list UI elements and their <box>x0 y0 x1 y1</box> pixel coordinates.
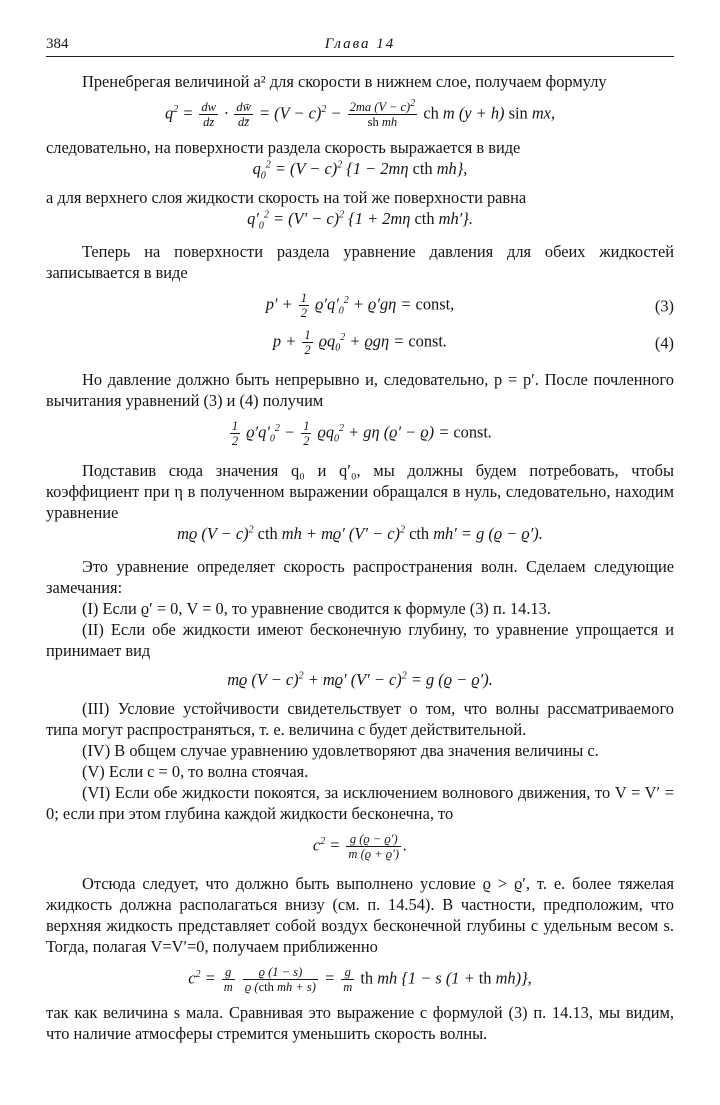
paragraph: а для верхнего слоя жидкости скорость на той же поверхности равна <box>46 188 527 207</box>
page-body <box>46 71 674 1044</box>
page-header <box>46 34 674 54</box>
paragraph: (VI) Если обе жидкости покоятся, за исключением волнового движения, то V = V′ = 0; если при этом глубина каждой жидкости бесконечна, то <box>46 783 674 823</box>
equation-difference: $\frac{1}{2}$ $ϱ'q'_0^2$ − $\frac{1}{2}$ $ϱq_0^2 + g\eta$ (ϱ′ − ϱ) = const. <box>231 419 493 448</box>
equation-4: p + $\frac{1}{2}$ $ϱq_0^2 + ϱg\eta$ = const. (4) <box>272 328 674 357</box>
chapter-title: Глава 14 <box>324 36 396 52</box>
paragraph: (III) Условие устойчивости свидетельствует о том, что волны рассматриваемого типа могут распространяться, т. е. величина c будет действительной. <box>46 699 674 739</box>
paragraph: так как величина s мала. Сравнивая это выражение с формулой (3) п. 14.13, мы видим, что наличие атмосферы стремится уменьшить скорость волны. <box>46 1003 674 1043</box>
paragraph: (V) Если c = 0, то волна стоячая. <box>82 762 309 781</box>
equation-3: p′ + $\frac{1}{2}$ $ϱ'q'_0^2 + ϱ'g\eta$ = const, (3) <box>265 291 674 320</box>
paragraph: Это уравнение определяет скорость распространения волн. Сделаем следующие замечания: <box>46 557 674 597</box>
equation-number: (4) <box>654 333 674 352</box>
equation-q0-prime: $q'_0^2 = (V' - c)^2$ {1 + 2mη cth mh′}. <box>247 209 473 232</box>
equation-q-squared: $q^2$ = $\frac{dw}{dz}$ · $\frac{dw̄}{dz̄}$ = $(V - c)^2$ − $\frac{2ma (V - c)^2}{\text{sh mh}}$ ch m (y + h) sin mx, <box>164 97 556 129</box>
paragraph: (II) Если обе жидкости имеют бесконечную глубину, то уравнение упрощается и принимает вид <box>46 620 674 660</box>
equation-infinite-depth: mϱ $(V - c)^2 + mϱ'$ $(V' - c)^2 = g$ (ϱ − ϱ′). <box>227 670 493 689</box>
equation-number: (3) <box>654 296 674 315</box>
paragraph: (IV) В общем случае уравнению удовлетворяют два значения величины c. <box>82 741 599 760</box>
paragraph: Теперь на поверхности раздела уравнение давления для обеих жидкостей записывается в виде <box>46 242 674 282</box>
paragraph: Но давление должно быть непрерывно и, следовательно, p = p′. После почленного вычитания уравнений (3) и (4) получим <box>46 370 674 410</box>
equation-q0: $q_0^2 = (V - c)^2$ {1 − 2mη cth mh}, <box>252 159 468 182</box>
header-rule <box>46 56 674 57</box>
equation-c-squared: $c^2$ = $\frac{g (ϱ - ϱ')}{m (ϱ + ϱ')}$ . <box>312 832 408 861</box>
paragraph: Пренебрегая величиной a² для скорости в нижнем слое, получаем формулу <box>82 72 607 91</box>
paragraph: Отсюда следует, что должно быть выполнено условие ϱ > ϱ′, т. е. более тяжелая жидкость должна располагаться внизу (см. п. 14.54). В частности, предположим, что верхняя жидкость представляет собой воздух бесконечной глубины с удельным весом s. Тогда, полагая V=V′=0, получаем приближенно <box>46 874 674 956</box>
paragraph: следовательно, на поверхности раздела скорость выражается в виде <box>46 138 521 157</box>
equation-air-approx: $c^2$ = $\frac{g}{m}$ $\frac{ϱ (1 - s)}{\text{ϱ (cth mh + s)}}$ = $\frac{g}{m}$ th mh {1 − s (1 + th mh)}, <box>188 965 532 994</box>
paragraph: Подставив сюда значения q₀ и q′₀, мы должны будем потребовать, чтобы коэффициент при η в полученном выражении обращался в нуль, следовательно, находим уравнение <box>46 461 674 522</box>
paragraph: (I) Если ϱ′ = 0, V = 0, то уравнение сводится к формуле (3) п. 14.13. <box>82 599 551 618</box>
page-number: 384 <box>46 36 69 52</box>
equation-wave-speed: mϱ $(V - c)^2$ cth mh + mϱ′ $(V' - c)^2$ cth mh′ = g (ϱ − ϱ′). <box>177 524 543 543</box>
